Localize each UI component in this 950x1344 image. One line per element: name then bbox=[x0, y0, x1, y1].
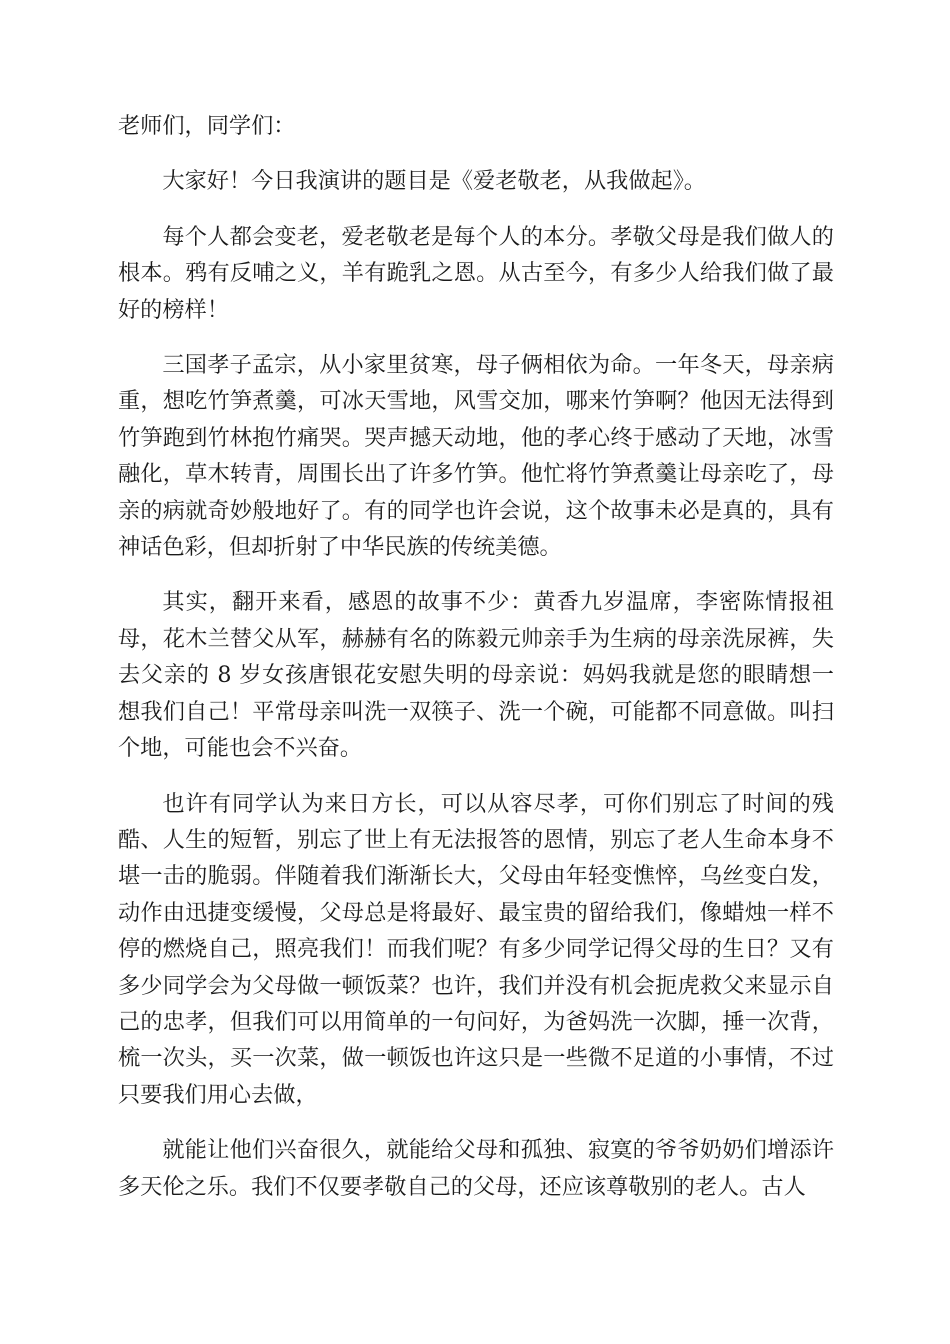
paragraph-family-joy: 就能让他们兴奋很久，就能给父母和孤独、寂寞的爷爷奶奶们增添许多天伦之乐。我们不仅要孝敬自己的父母，还应该尊敬别的老人。古人 bbox=[118, 1137, 834, 1200]
greeting-paragraph: 大家好！今日我演讲的题目是《爱老敬老，从我做起》。 bbox=[162, 168, 706, 195]
paragraph-meng-zong-story: 三国孝子孟宗，从小家里贫寒，母子俩相依为命。一年冬天，母亲病重，想吃竹笋煮羹，可冰天雪地，风雪交加，哪来竹笋啊？他因无法得到竹笋跑到竹林抱竹痛哭。哭声撼天动地，他的孝心终于感动了天地，冰雪融化，草木转青，周围长出了许多竹笋。他忙将竹笋煮羹让母亲吃了，母亲的病就奇妙般地好了。有的同学也许会说，这个故事未必是真的，具有神话色彩，但却折射了中华民族的传统美德。 bbox=[118, 352, 834, 561]
paragraph-gratitude-stories: 其实，翻开来看，感恩的故事不少：黄香九岁温席，李密陈情报祖母，花木兰替父从军，赫赫有名的陈毅元帅亲手为生病的母亲洗尿裤，失去父亲的 8 岁女孩唐银花安慰失明的母亲说：妈妈我就是您的眼睛想一想我们自己！平常母亲叫洗一双筷子、洗一个碗，可能都不同意做。叫扫个地，可能也会不兴奋。 bbox=[118, 589, 834, 762]
salutation: 老师们，同学们： bbox=[118, 113, 296, 139]
paragraph-filial-duty: 每个人都会变老，爱老敬老是每个人的本分。孝敬父母是我们做人的根本。鸦有反哺之义，羊有跪乳之恩。从古至今，有多少人给我们做了最好的榜样！ bbox=[118, 223, 834, 323]
speech-body bbox=[118, 108, 834, 1224]
paragraph-time-is-short: 也许有同学认为来日方长，可以从容尽孝，可你们别忘了时间的残酷、人生的短暂，别忘了世上有无法报答的恩情，别忘了老人生命本身不堪一击的脆弱。伴随着我们渐渐长大，父母由年轻变憔悴，乌丝变白发，动作由迅捷变缓慢，父母总是将最好、最宝贵的留给我们，像蜡烛一样不停的燃烧自己，照亮我们！而我们呢？有多少同学记得父母的生日？又有多少同学会为父母做一顿饭菜？也许，我们并没有机会扼虎救父来显示自己的忠孝，但我们可以用简单的一句问好，为爸妈洗一次脚，捶一次背，梳一次头，买一次菜，做一顿饭也许这只是一些微不足道的小事情，不过只要我们用心去做， bbox=[118, 790, 834, 1108]
